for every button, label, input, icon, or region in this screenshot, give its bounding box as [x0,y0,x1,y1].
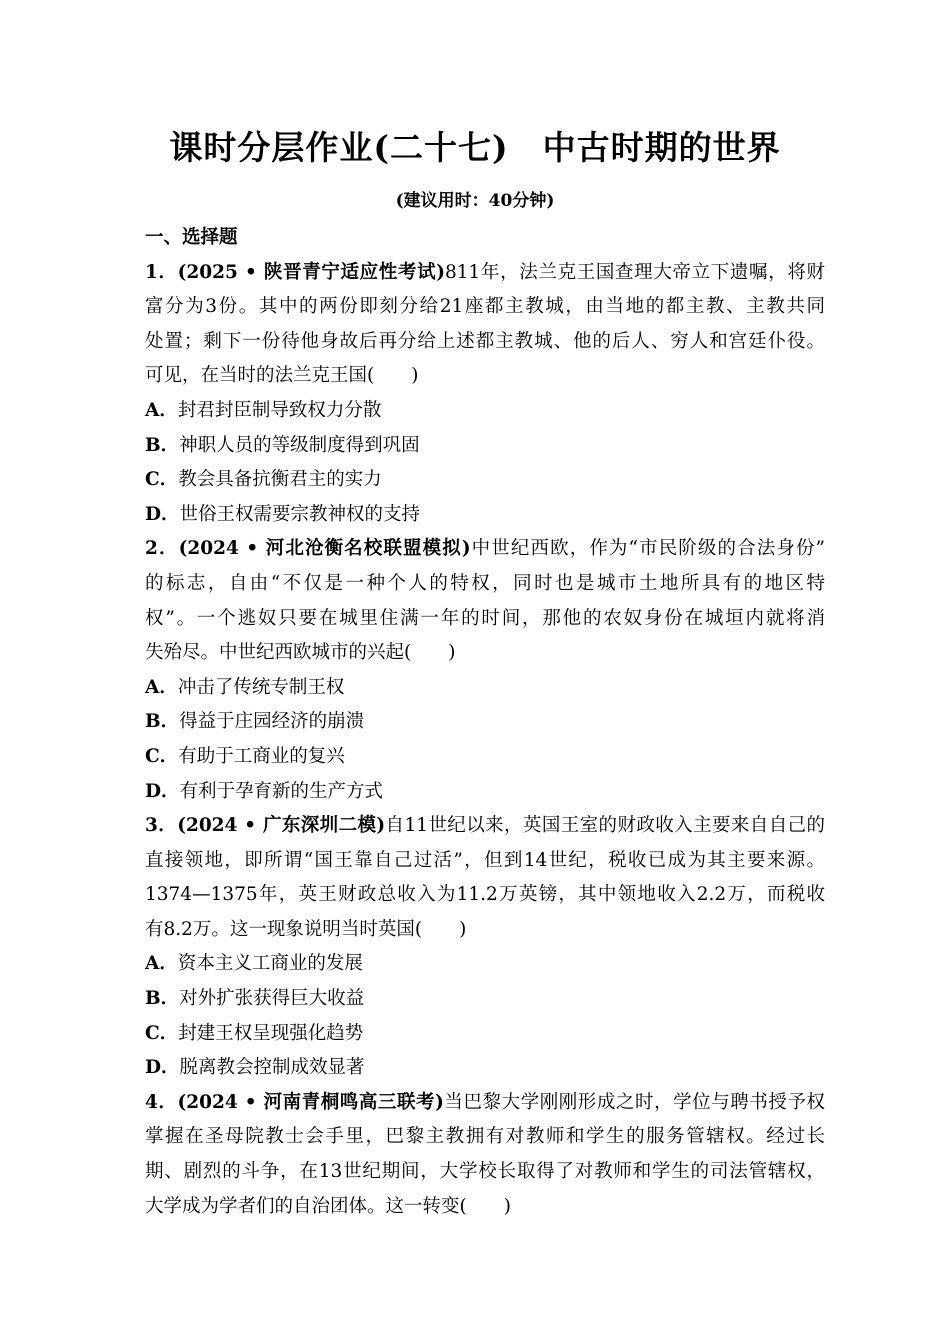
question-4 [145,1086,825,1224]
option-a[interactable] [145,671,825,706]
option-letter: C． [145,745,179,767]
option-letter: A． [145,676,178,698]
question-stem-line: 的标志，自由“不仅是一种个人的特权，同时也是城市土地所具有的地区特 [145,572,825,594]
question-number: 3． [145,815,178,837]
question-stem-line: 直接领地，即所谓“国王靠自己过活”，但到14世纪，税收已成为其主要来源。 [145,849,825,871]
option-b[interactable] [145,429,825,464]
option-letter: B． [145,988,180,1010]
option-text: 对外扩张获得巨大收益 [179,988,365,1010]
option-b[interactable] [145,982,825,1017]
option-a[interactable] [145,947,825,982]
question-source: (2024 • 河南青桐鸣高三联考) [177,1091,444,1113]
question-2 [145,532,825,809]
option-letter: D． [145,503,180,525]
option-c[interactable] [145,740,825,775]
question-stem-line: 可见，在当时的法兰克王国( ) [145,365,419,387]
question-stem-line: 有8.2万。这一现象说明当时英国( ) [145,918,467,940]
question-stem-line: 期、剧烈的斗争，在13世纪期间，大学校长取得了对教师和学生的司法管辖权， [145,1161,825,1183]
option-text: 得益于庄园经济的崩溃 [179,711,365,733]
option-b[interactable] [145,705,825,740]
option-text: 神职人员的等级制度得到巩固 [179,434,420,456]
option-text: 有助于工商业的复兴 [178,745,345,767]
content-body [145,221,825,1224]
question-text: 811年，法兰克王国查理大帝立下遗嘱，将财 [445,261,826,283]
question-stem-line: 1374—1375年，英王财政总收入为11.2万英镑，其中领地收入2.2万，而税收 [145,884,825,906]
question-text: 中世纪西欧，作为“市民阶级的合法身份” [470,538,826,560]
option-letter: D． [145,780,180,802]
question-stem-line: 处置；剩下一份待他身故后再分给上述都主教城、他的后人、穷人和宫廷仆役。 [145,330,825,352]
question-stem-line: 大学成为学者们的自治团体。这一转变( ) [145,1195,511,1217]
option-c[interactable] [145,463,825,498]
question-source: (2024 • 广东深圳二模) [177,815,386,837]
option-d[interactable] [145,1051,825,1086]
question-number: 4． [145,1091,178,1113]
option-text: 封君封臣制导致权力分散 [177,399,382,421]
option-text: 世俗王权需要宗教神权的支持 [179,503,421,525]
section-heading: 一、选择题 [145,227,238,248]
option-a[interactable] [145,394,825,429]
option-letter: C． [145,1022,179,1044]
option-letter: A． [145,953,178,975]
option-d[interactable] [145,775,825,810]
option-text: 有利于孕育新的生产方式 [179,780,384,802]
option-c[interactable] [145,1017,825,1052]
option-letter: C． [145,469,179,491]
page-title: 课时分层作业(二十七) 中古时期的世界 [169,128,781,167]
question-stem-line [145,809,825,844]
option-text: 教会具备抗衡君主的实力 [178,469,382,491]
question-stem-line: 富分为3份。其中的两份即刻分给21座都主教城，由当地的都主教、主教共同 [145,296,825,318]
question-stem-line [145,256,825,291]
question-source: (2025 • 陕晋青宁适应性考试) [177,261,446,283]
question-3 [145,809,825,1086]
question-number: 1． [145,261,178,283]
option-text: 脱离教会控制成效显著 [179,1057,365,1079]
question-source: (2024 • 河北沧衡名校联盟模拟) [178,538,471,560]
question-stem-line: 失殆尽。中世纪西欧城市的兴起( ) [145,642,456,664]
question-stem-line [145,532,825,567]
option-letter: B． [145,434,180,456]
option-letter: A． [145,399,178,421]
option-text: 封建王权呈现强化趋势 [178,1022,364,1044]
question-1 [145,256,825,533]
question-stem-line: 权”。一个逃奴只要在城里住满一年的时间，那他的农奴身份在城垣内就将消 [145,607,825,629]
option-letter: B． [145,711,180,733]
question-stem-line [145,1086,825,1121]
question-text: 当巴黎大学刚刚形成之时，学位与聘书授予权 [443,1091,826,1113]
option-d[interactable] [145,498,825,533]
question-stem-line: 掌握在圣母院教士会手里，巴黎主教拥有对教师和学生的服务管辖权。经过长 [145,1126,825,1148]
question-text: 自11世纪以来，英国王室的财政收入主要来自自己的 [385,815,826,837]
option-text: 资本主义工商业的发展 [177,953,363,975]
option-text: 冲击了传统专制王权 [177,676,345,698]
option-letter: D． [145,1057,180,1079]
question-number: 2． [145,538,179,560]
suggested-time: (建议用时：40分钟) [395,191,555,211]
